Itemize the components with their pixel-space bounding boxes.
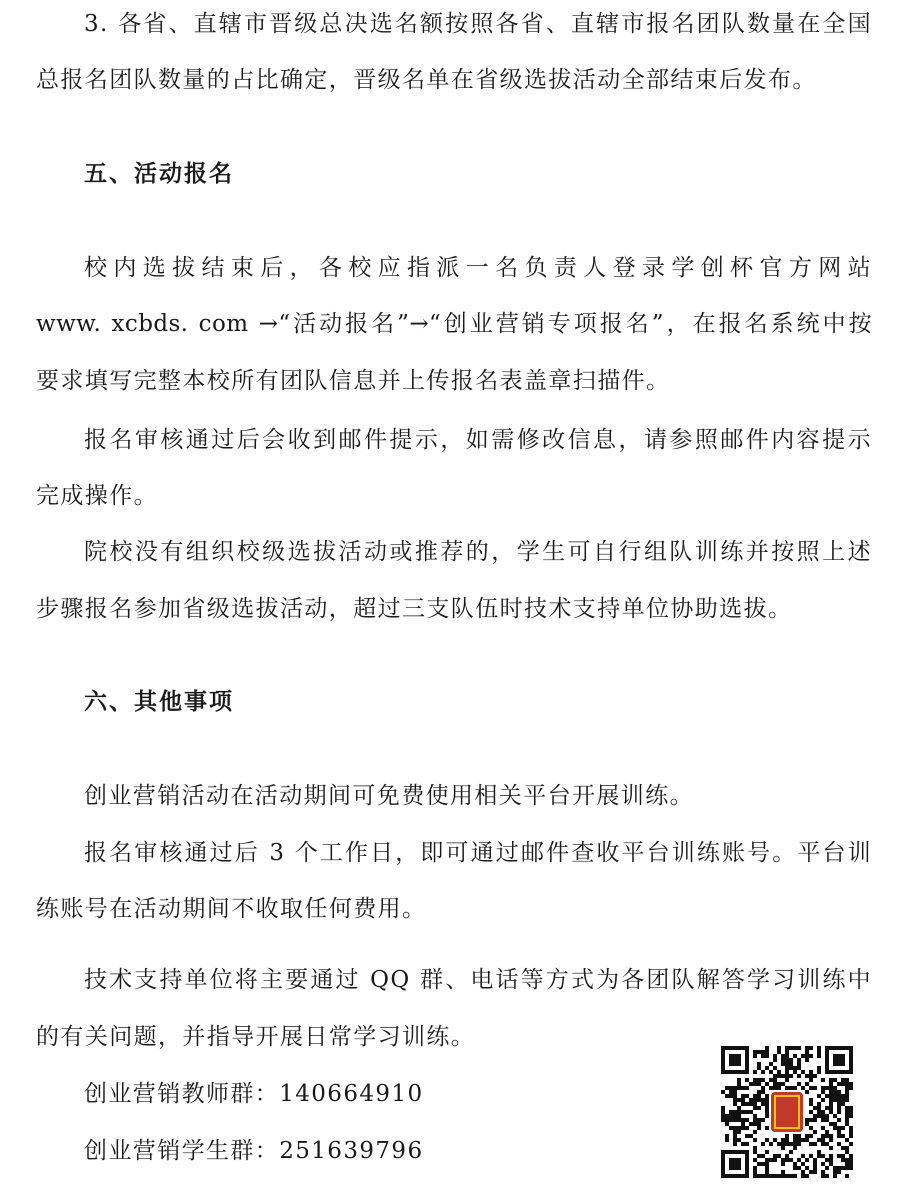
paragraph-line: 报名审核通过后 3 个工作日，即可通过邮件查收平台训练账号。平台训 (84, 840, 872, 866)
paragraph-line: 校内选拔结束后，各校应指派一名负责人登录学创杯官方网站 (84, 255, 872, 281)
paragraph-line: 要求填写完整本校所有团队信息并上传报名表盖章扫描件。 (36, 368, 671, 394)
paragraph-line: 完成操作。 (36, 483, 158, 509)
paragraph-line: 创业营销活动在活动期间可免费使用相关平台开展训练。 (84, 783, 694, 809)
paragraph-line-with-link: www. xcbds. com →“活动报名”→“创业营销专项报名”，在报名系统中按 (36, 311, 872, 337)
qr-code-image (721, 1046, 853, 1178)
paragraph-line: 报名审核通过后会收到邮件提示，如需修改信息，请参照邮件内容提示 (84, 427, 872, 453)
section-heading-other: 六、其他事项 (84, 688, 234, 715)
paragraph-line: 3. 各省、直辖市晋级总决选名额按照各省、直辖市报名团队数量在全国 (84, 11, 872, 37)
paragraph-line: 练账号在活动期间不收取任何费用。 (36, 896, 427, 922)
qr-center-logo (769, 1090, 805, 1134)
teacher-group-number: 创业营销教师群：140664910 (84, 1081, 424, 1107)
paragraph-line: 总报名团队数量的占比确定，晋级名单在省级选拔活动全部结束后发布。 (36, 67, 817, 93)
paragraph-line: 院校没有组织校级选拔活动或推荐的，学生可自行组队训练并按照上述 (84, 539, 872, 565)
paragraph-line: 步骤报名参加省级选拔活动，超过三支队伍时技术支持单位协助选拔。 (36, 596, 793, 622)
student-group-number: 创业营销学生群：251639796 (84, 1138, 424, 1164)
paragraph-line: 的有关问题，并指导开展日常学习训练。 (36, 1024, 476, 1050)
section-heading-registration: 五、活动报名 (84, 160, 234, 187)
paragraph-line: 技术支持单位将主要通过 QQ 群、电话等方式为各团队解答学习训练中 (84, 967, 872, 993)
